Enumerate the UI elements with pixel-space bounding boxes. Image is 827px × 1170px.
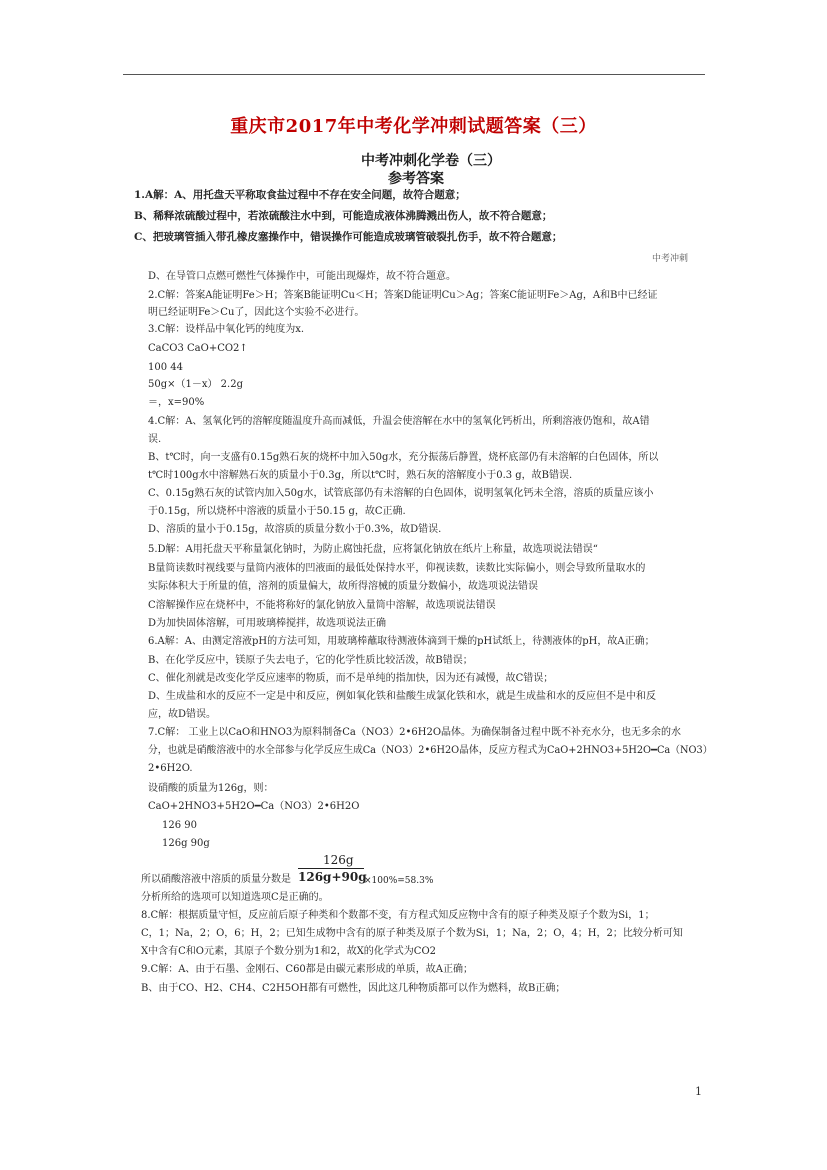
answer-line: 5.D解：A用托盘天平称量氯化钠时，为防止腐蚀托盘，应将氯化钠放在纸片上称量，故选项说法错误“ bbox=[148, 544, 598, 555]
answer-line: D、在导管口点燃可燃性气体操作中，可能出现爆炸，故不符合题意。 bbox=[148, 271, 457, 282]
answer-line: 8.C解：根据质量守恒，反应前后原子种类和个数都不变，有方程式知反应物中含有的原子种类及原子个数为Si，1； bbox=[141, 910, 655, 921]
answer-line: 应，故D错误。 bbox=[148, 709, 217, 720]
answer-line: CaO+2HNO3+5H2O━Ca（NO3）2•6H2O bbox=[148, 801, 360, 812]
answer-line: 126g 90g bbox=[162, 838, 210, 849]
document-title: 重庆市2017年中考化学冲刺试题答案（三） bbox=[230, 116, 597, 137]
answer-line: B、在化学反应中，镁原子失去电子，它的化学性质比较活泼，故B错误； bbox=[148, 655, 473, 666]
fraction-denominator: 126g+90g bbox=[298, 870, 367, 884]
answer-line: 3.C解：设样品中氧化钙的纯度为x. bbox=[148, 324, 305, 335]
answer-line: 2.C解：答案A能证明Fe＞H；答案B能证明Cu＜H；答案D能证明Cu＞Ag；答案C能证明Fe＞Ag，A和B中已经证 bbox=[148, 290, 658, 301]
answer-line: CaCO3 CaO+CO2↑ bbox=[148, 343, 248, 354]
answer-line: 7.C解： 工业上以CaO和HNO3为原料制备Ca（NO3）2•6H2O晶体。为确保制备过程中既不补充水分，也无多余的水 bbox=[148, 727, 682, 738]
corner-mark: 中考冲刺 bbox=[652, 254, 689, 264]
answer-line: C、催化剂就是改变化学反应速率的物质，而不是单纯的指加快，因为还有减慢，故C错误； bbox=[148, 673, 554, 684]
answer-line: B、t℃时，向一支盛有0.15g熟石灰的烧杯中加入50g水，充分振荡后静置，烧杯底部仍有未溶解的白色固体，所以 bbox=[148, 452, 659, 463]
answer-line: 6.A解：A、由测定溶液pH的方法可知，用玻璃棒蘸取待测液体滴到干燥的pH试纸上，待测液体的pH，故A正确； bbox=[148, 636, 655, 647]
answer-line: 1.A解：A、用托盘天平称取食盐过程中不存在安全问题，故符合题意； bbox=[134, 189, 466, 201]
answer-line: D为加快固体溶解，可用玻璃棒搅拌，故选项说法正确 bbox=[148, 618, 387, 629]
answer-line: C、把玻璃管插入带孔橡皮塞操作中，错误操作可能造成玻璃管破裂扎伤手，故不符合题意； bbox=[134, 231, 563, 243]
answer-line: 2•6H2O. bbox=[148, 763, 193, 774]
answer-line: 50g×（1－x） 2.2g bbox=[148, 379, 243, 390]
answer-line: C，1；Na，2；O，6；H，2；已知生成物中含有的原子种类及原子个数为Si，1；Na，2；O，4；H，2；比较分析可知 bbox=[141, 928, 683, 939]
answer-line: 设硝酸的质量为126g，则： bbox=[148, 783, 274, 794]
fraction-bar bbox=[298, 868, 364, 869]
answer-line: ＝，x=90% bbox=[148, 397, 205, 408]
answer-line: 实际体积大于所量的值，溶剂的质量偏大，故所得溶械的质量分数偏小，故选项说法错误 bbox=[148, 581, 538, 592]
answer-line: B、稀释浓硫酸过程中，若浓硫酸注水中到，可能造成液体沸腾溅出伤人，故不符合题意； bbox=[134, 210, 553, 222]
fraction-numerator: 126g bbox=[323, 853, 354, 867]
answer-line: 分析所给的选项可以知道选项C是正确的。 bbox=[141, 892, 329, 903]
answer-line: 分，也就是硝酸溶液中的水全部参与化学反应生成Ca（NO3）2•6H2O晶体，反应方程式为CaO+2HNO3+5H2O━Ca（NO3） bbox=[148, 745, 713, 756]
answer-line: 9.C解：A、由于石墨、金刚石、C60都是由碳元素形成的单质，故A正确； bbox=[141, 964, 474, 975]
answer-line: 于0.15g，所以烧杯中溶液的质量小于50.15 g，故C正确. bbox=[148, 506, 406, 517]
page-number: 1 bbox=[695, 1085, 702, 1098]
answer-line: t℃时100g水中溶解熟石灰的质量小于0.3g，所以t℃时，熟石灰的溶解度小于0.3 g，故B错误. bbox=[148, 470, 573, 481]
fraction-suffix: ×100%=58.3% bbox=[364, 876, 434, 886]
answer-line: C、0.15g熟石灰的试管内加入50g水，试管底部仍有未溶解的白色固体，说明氢氧化钙未全溶，溶质的质量应该小 bbox=[148, 488, 654, 499]
answer-line: C溶解操作应在烧杯中，不能将称好的氯化钠放入量筒中溶解，故选项说法错误 bbox=[148, 600, 496, 611]
answer-line: 126 90 bbox=[162, 820, 197, 831]
answer-line: 4.C解：A、氢氧化钙的溶解度随温度升高而减低，升温会使溶解在水中的氢氧化钙析出，所剩溶液仍饱和，故A错 bbox=[148, 416, 650, 427]
answer-line: B、由于CO、H2、CH4、C2H5OH都有可燃性，因此这几种物质都可以作为燃料，故B正确； bbox=[141, 983, 566, 994]
answer-line: 误. bbox=[148, 434, 162, 445]
answer-line: D、溶质的量小于0.15g，故溶质的质量分数小于0.3%，故D错误. bbox=[148, 524, 442, 535]
exam-title: 中考冲刺化学卷（三） bbox=[361, 153, 501, 169]
fraction-prefix: 所以硝酸溶液中溶质的质量分数是 bbox=[141, 874, 291, 885]
exam-subtitle: 参考答案 bbox=[388, 171, 444, 187]
answer-line: B量筒读数时视线要与量筒内液体的凹液面的最低处保持水平，仰视读数，读数比实际偏小，则会导致所量取水的 bbox=[148, 563, 646, 574]
answer-line: X中含有C和O元素，其原子个数分别为1和2，故X的化学式为CO2 bbox=[141, 946, 437, 957]
answer-line: D、生成盐和水的反应不一定是中和反应，例如氧化铁和盐酸生成氯化铁和水，就是生成盐和水的反应但不是中和反 bbox=[148, 691, 657, 702]
answer-line: 100 44 bbox=[148, 362, 183, 373]
answer-line: 明已经证明Fe＞Cu了，因此这个实验不必进行。 bbox=[148, 307, 365, 318]
